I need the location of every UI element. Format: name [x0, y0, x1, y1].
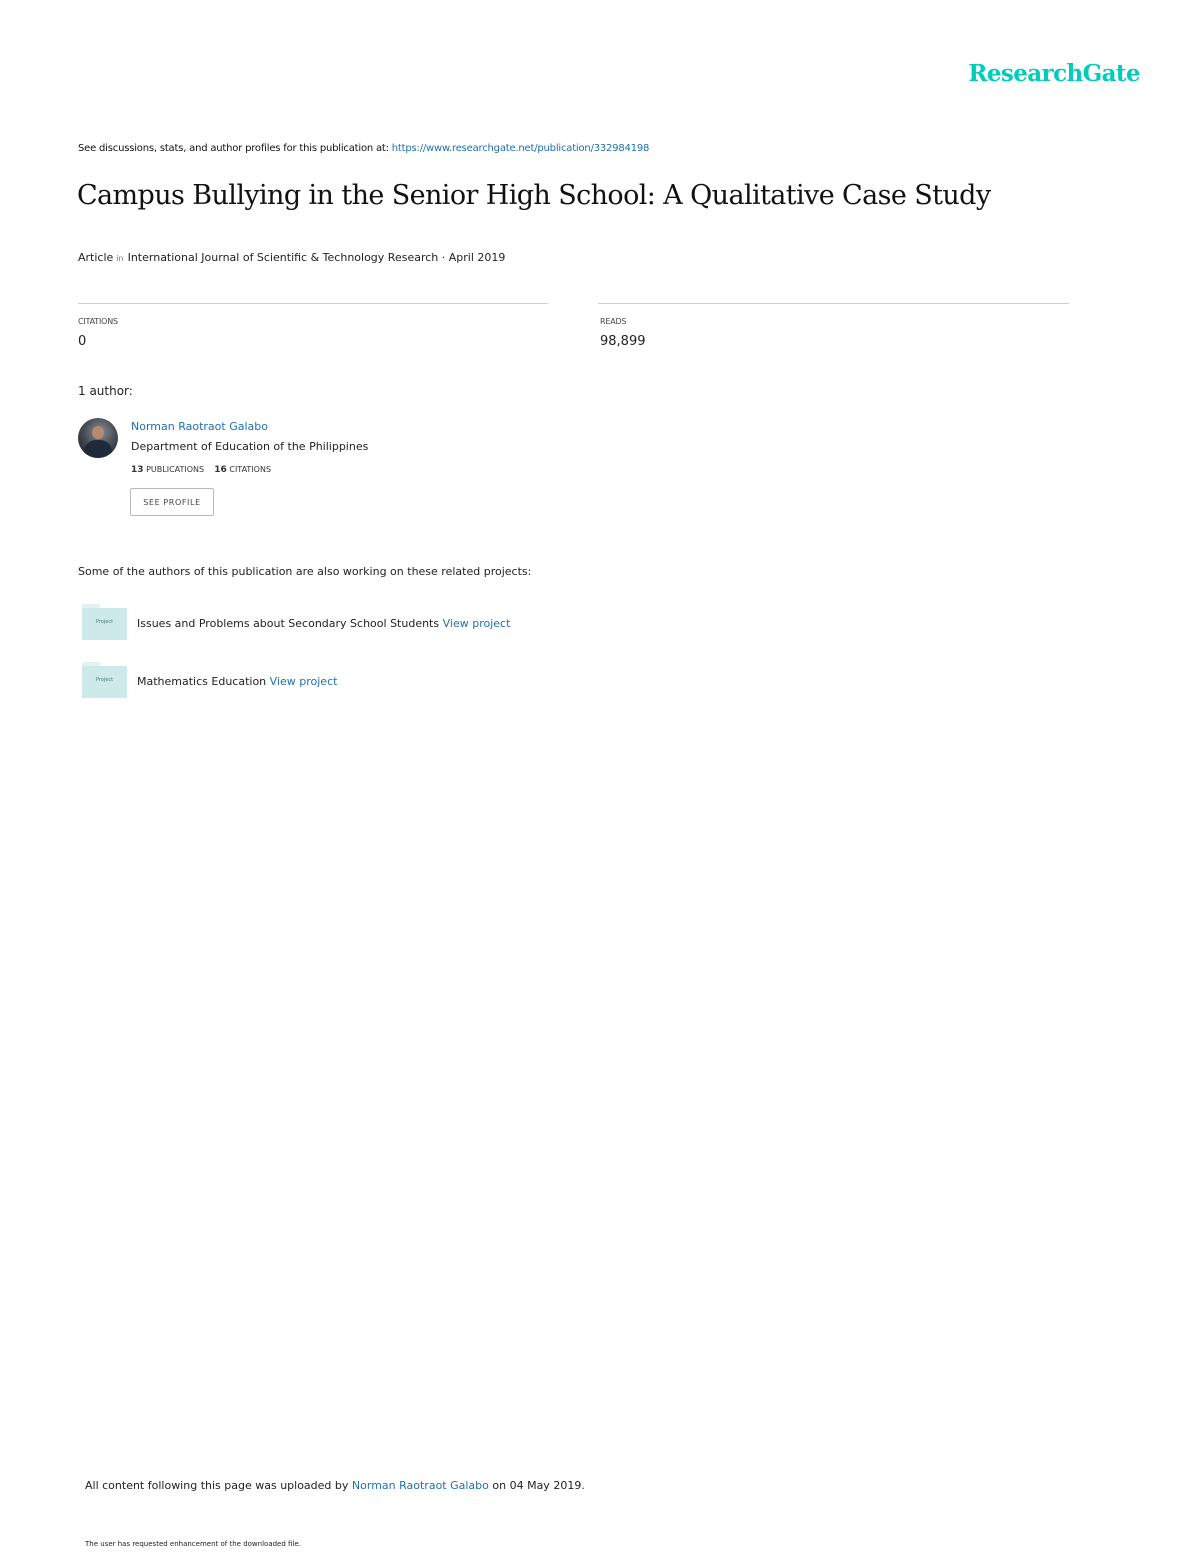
author-citations-label: CITATIONS [229, 465, 272, 474]
reads-divider [598, 303, 1069, 304]
author-name-link[interactable]: Norman Raotraot Galabo [131, 420, 268, 433]
uploader-link[interactable]: Norman Raotraot Galabo [351, 1479, 489, 1492]
citations-label: CITATIONS [78, 317, 118, 326]
researchgate-logo[interactable]: ResearchGate [968, 60, 1140, 87]
upload-suffix: on 04 May 2019. [488, 1479, 585, 1492]
reads-label: READS [600, 317, 627, 326]
citations-count: 0 [78, 334, 87, 349]
publication-venue: International Journal of Scientific & Technology Research · April 2019 [127, 251, 506, 264]
view-project-link[interactable]: View project [269, 675, 338, 688]
list-item [137, 675, 337, 688]
view-project-link[interactable]: View project [442, 617, 511, 630]
project-folder-icon [82, 604, 127, 640]
publication-source-line [78, 143, 649, 154]
author-publications-count: 13 [131, 465, 144, 475]
in-label: in [116, 254, 124, 263]
folder-tag: Project [95, 619, 114, 625]
project-name: Mathematics Education [137, 675, 267, 688]
publication-meta [78, 251, 505, 264]
project-folder-icon [82, 662, 127, 698]
page-title: Campus Bullying in the Senior High School: A Qualitative Case Study [77, 180, 991, 211]
project-name: Issues and Problems about Secondary School Students [137, 617, 440, 630]
download-note: The user has requested enhancement of the downloaded file. [85, 1540, 301, 1548]
author-publications-label: PUBLICATIONS [146, 465, 205, 474]
author-stats [131, 465, 271, 475]
citations-divider [78, 303, 548, 304]
folder-tag: Project [95, 677, 114, 683]
upload-notice [85, 1479, 585, 1492]
publication-url-link[interactable]: https://www.researchgate.net/publication/332984198 [391, 143, 650, 154]
see-profile-button[interactable]: SEE PROFILE [130, 488, 214, 516]
source-prefix: See discussions, stats, and author profiles for this publication at: [78, 143, 392, 154]
author-citations-count: 16 [214, 465, 227, 475]
publication-type: Article [78, 251, 114, 264]
list-item [137, 617, 510, 630]
avatar-head-shape [92, 426, 104, 439]
projects-heading: Some of the authors of this publication are also working on these related projects: [78, 565, 532, 578]
upload-prefix: All content following this page was uploaded by [85, 1479, 352, 1492]
author-affiliation: Department of Education of the Philippines [131, 440, 369, 453]
authors-heading: 1 author: [78, 384, 133, 398]
avatar-shoulders-shape [84, 440, 112, 458]
reads-count: 98,899 [600, 334, 646, 349]
author-avatar[interactable] [78, 418, 118, 458]
